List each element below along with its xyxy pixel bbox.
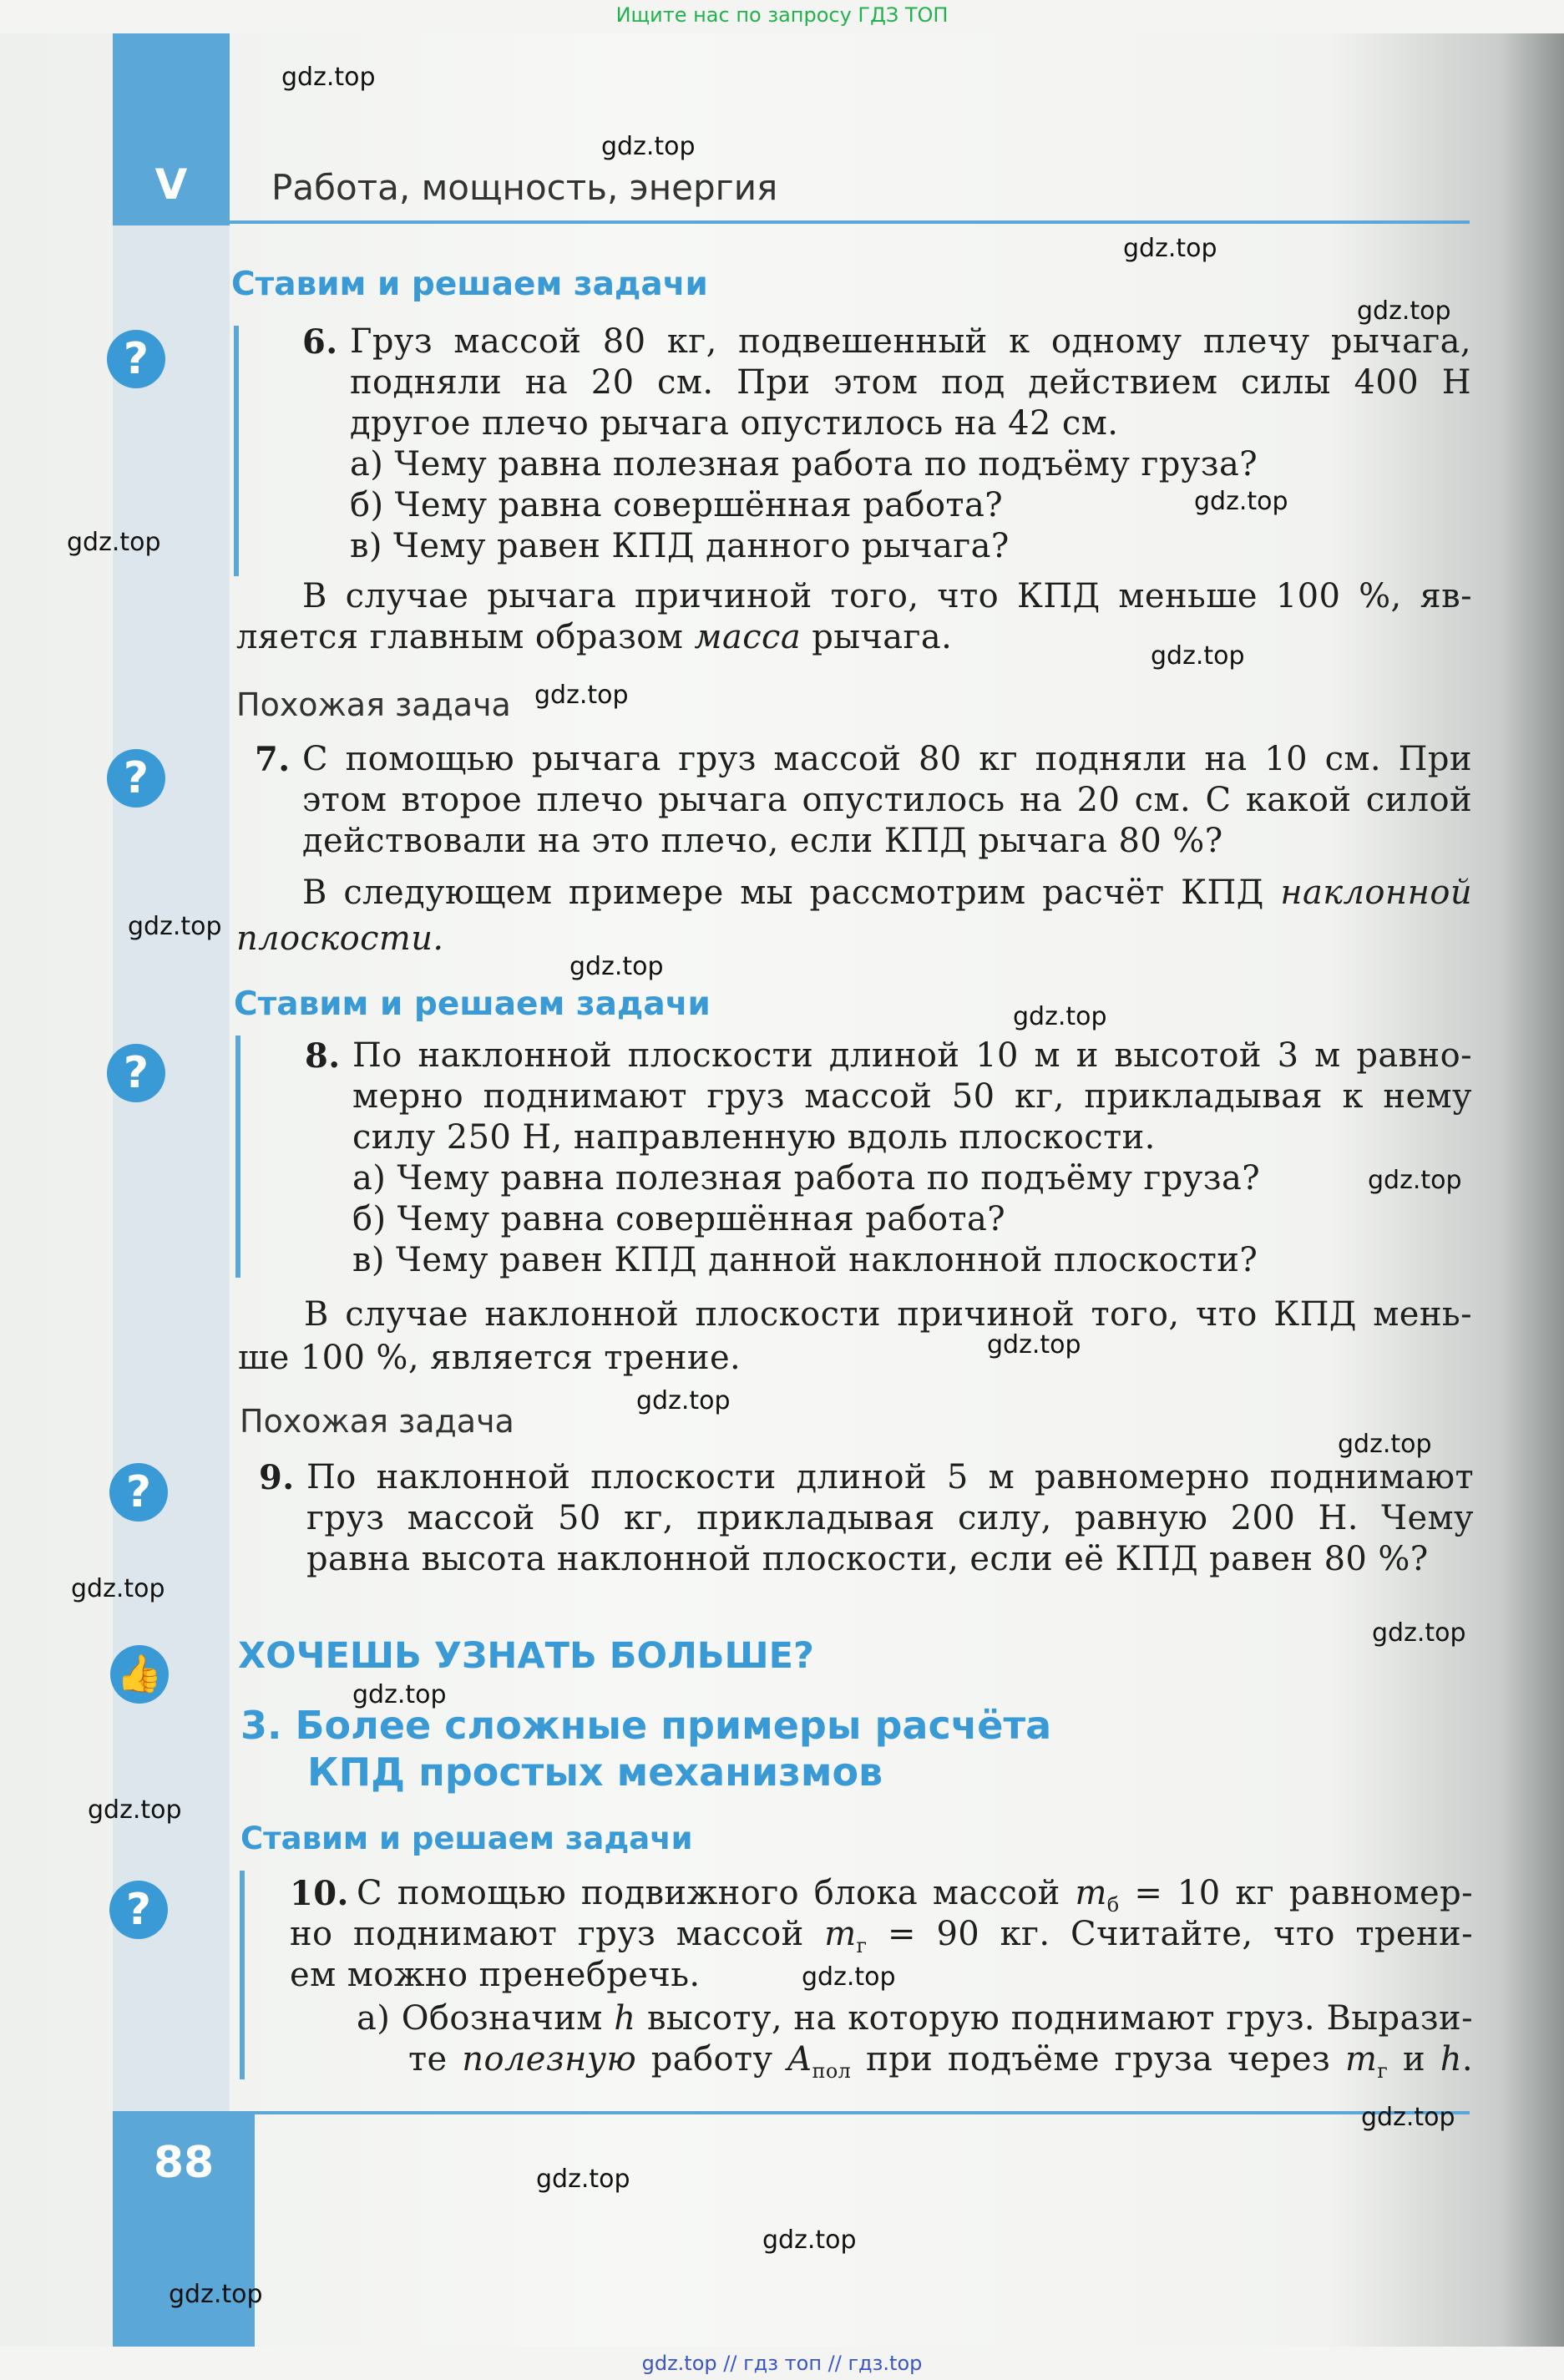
problem-line: б) Чему равна совершённая работа? (350, 486, 1004, 524)
problem-line: в) Чему равен КПД данного рычага? (350, 527, 1010, 565)
problem-text: = 10 кг равномер- (1119, 1874, 1473, 1912)
header-divider (113, 220, 1470, 224)
watermark: gdz.top (601, 132, 696, 161)
watermark: gdz.top (1372, 1618, 1466, 1648)
problem-line: Груз массой 80 кг, подвешенный к одному плечу рычага, (350, 322, 1471, 361)
problem-line: подняли на 20 см. При этом под действием силы 400 Н (350, 363, 1471, 402)
problem-number: 6. (302, 322, 338, 362)
problem-line: равна высота наклонной плоскости, если её КПД равен 80 %? (306, 1540, 1429, 1578)
watermark: gdz.top (1151, 641, 1245, 671)
note-text: ляется главным образом (236, 618, 695, 656)
watermark: gdz.top (1013, 1002, 1107, 1031)
math-var: m (1344, 2040, 1378, 2079)
watermark: gdz.top (1368, 1166, 1462, 1195)
math-var: h (614, 1999, 636, 2038)
problem-line: груз массой 50 кг, прикладывая силу, равную 200 Н. Чему (306, 1499, 1474, 1537)
watermark: gdz.top (569, 952, 664, 981)
problem-line: в) Чему равен КПД данной наклонной плоскости? (352, 1241, 1258, 1279)
similar-label-1: Похожая задача (236, 686, 511, 723)
math-var: m (1075, 1874, 1107, 1912)
note-italic: масса (694, 618, 802, 656)
problem-line: С помощью рычага груз массой 80 кг подняли на 10 см. При (302, 740, 1472, 778)
problem-line: мерно поднимают груз массой 50 кг, прикладывая к нему (352, 1077, 1472, 1116)
page-number-box (113, 2113, 255, 2347)
problem-line (408, 2039, 1473, 2092)
problem-line: этом второе плечо рычага опустилось на 20 см. С какой силой (302, 781, 1472, 819)
problem-text: С помощью подвижного блока массой (357, 1874, 1076, 1912)
problem-text: работу (636, 2040, 788, 2079)
page-number: 88 (153, 2138, 215, 2188)
watermark: gdz.top (536, 2165, 630, 2194)
watermark: gdz.top (1338, 1430, 1432, 1459)
chapter-title: Работа, мощность, энергия (271, 167, 778, 208)
note-line (236, 617, 952, 658)
problem-number: 10. (290, 1874, 349, 1913)
problem-text: а) Обозначим (357, 1999, 615, 2038)
watermark: gdz.top (1361, 2103, 1455, 2132)
math-sub: пол (812, 2059, 852, 2083)
section-3-line: КПД простых механизмов (307, 1750, 883, 1795)
watermark: gdz.top (352, 1680, 447, 1709)
question-icon: ? (107, 1044, 165, 1102)
watermark: gdz.top (802, 1962, 896, 1992)
problem-text: высоту, на которую поднимают груз. Вырази- (635, 1999, 1473, 2038)
problem-bar (240, 1871, 245, 2079)
problem-number: 8. (305, 1036, 341, 1076)
problem-italic: полезную (462, 2040, 637, 2079)
watermark: gdz.top (636, 1386, 731, 1415)
note-italic: наклонной (1280, 874, 1472, 912)
math-sub: г (1377, 2059, 1389, 2083)
math-var: A (787, 2040, 812, 2079)
bottom-banner[interactable]: gdz.top // гдз топ // гдз.top (641, 2352, 923, 2375)
section-3-line: 3. Более сложные примеры расчёта (240, 1703, 1052, 1748)
math-sub: г (856, 1934, 868, 1957)
watermark: gdz.top (1123, 234, 1217, 263)
math-sub: б (1106, 1893, 1120, 1917)
watermark: gdz.top (1194, 487, 1288, 516)
note-line (302, 873, 1472, 914)
note-line: плоскости. (236, 919, 444, 958)
section-3-heading (240, 1702, 1051, 1795)
similar-label-2: Похожая задача (240, 1403, 514, 1440)
watermark: gdz.top (169, 2280, 263, 2309)
note-text: В следующем примере мы рассмотрим расчёт КПД (302, 874, 1281, 912)
problem-line: а) Чему равна полезная работа по подъёму груза? (350, 445, 1258, 484)
watermark: gdz.top (1357, 296, 1451, 326)
watermark: gdz.top (88, 1795, 182, 1825)
problem-line: силу 250 Н, направленную вдоль плоскости. (352, 1118, 1156, 1157)
math-var: m (824, 1915, 857, 1953)
problem-text: при подъёме груза через (851, 2040, 1345, 2079)
problem-line: б) Чему равна совершённая работа? (352, 1200, 1006, 1238)
thumbs-up-icon: 👍 (110, 1645, 169, 1704)
problem-line: действовали на это плечо, если КПД рычага 80 %? (302, 822, 1223, 860)
note-text: рычага. (801, 618, 953, 656)
watermark: gdz.top (128, 912, 222, 941)
more-heading: ХОЧЕШЬ УЗНАТЬ БОЛЬШЕ? (238, 1635, 814, 1677)
problem-text: но поднимают груз массой (290, 1915, 825, 1953)
note-line: В случае рычага причиной того, что КПД меньше 100 %, яв- (302, 577, 1472, 615)
question-icon: ? (107, 749, 165, 808)
problem-text: = 90 кг. Считайте, что трени- (867, 1915, 1473, 1953)
problem-text: те (408, 2040, 463, 2079)
watermark: gdz.top (71, 1574, 165, 1603)
question-icon: ? (109, 1463, 168, 1522)
chapter-number: V (154, 160, 188, 209)
problem-bar (234, 326, 239, 576)
watermark: gdz.top (281, 63, 376, 92)
problem-line: По наклонной плоскости длиной 5 м равномерно поднимают (306, 1458, 1474, 1496)
task-heading-2: Ставим и решаем задачи (234, 985, 711, 1023)
problem-text: . (1461, 2040, 1474, 2079)
watermark: gdz.top (987, 1330, 1081, 1360)
footer-divider (113, 2111, 1470, 2114)
problem-line: ем можно пренебречь. (290, 1956, 701, 1994)
math-var: h (1440, 2040, 1462, 2079)
top-banner[interactable]: Ищите нас по запросу ГДЗ ТОП (615, 3, 949, 27)
watermark: gdz.top (67, 528, 161, 557)
problem-line: другое плечо рычага опустилось на 42 см. (350, 404, 1119, 443)
problem-line: По наклонной плоскости длиной 10 м и высотой 3 м равно- (352, 1036, 1472, 1075)
problem-number: 9. (259, 1458, 295, 1497)
watermark: gdz.top (534, 681, 629, 710)
question-icon: ? (107, 330, 165, 388)
note-line: В случае наклонной плоскости причиной того, что КПД мень- (304, 1295, 1472, 1334)
problem-line (357, 1998, 1473, 2039)
problem-number: 7. (255, 740, 291, 779)
problem-line: а) Чему равна полезная работа по подъёму груза? (352, 1159, 1261, 1198)
task-heading-3: Ставим и решаем задачи (240, 1820, 693, 1856)
problem-text: и (1388, 2040, 1440, 2079)
task-heading-1: Ставим и решаем задачи (231, 266, 708, 303)
chapter-box (113, 33, 230, 225)
problem-bar (235, 1036, 240, 1278)
question-icon: ? (109, 1881, 168, 1939)
note-line: ше 100 %, является трение. (238, 1339, 742, 1377)
watermark: gdz.top (762, 2226, 857, 2255)
